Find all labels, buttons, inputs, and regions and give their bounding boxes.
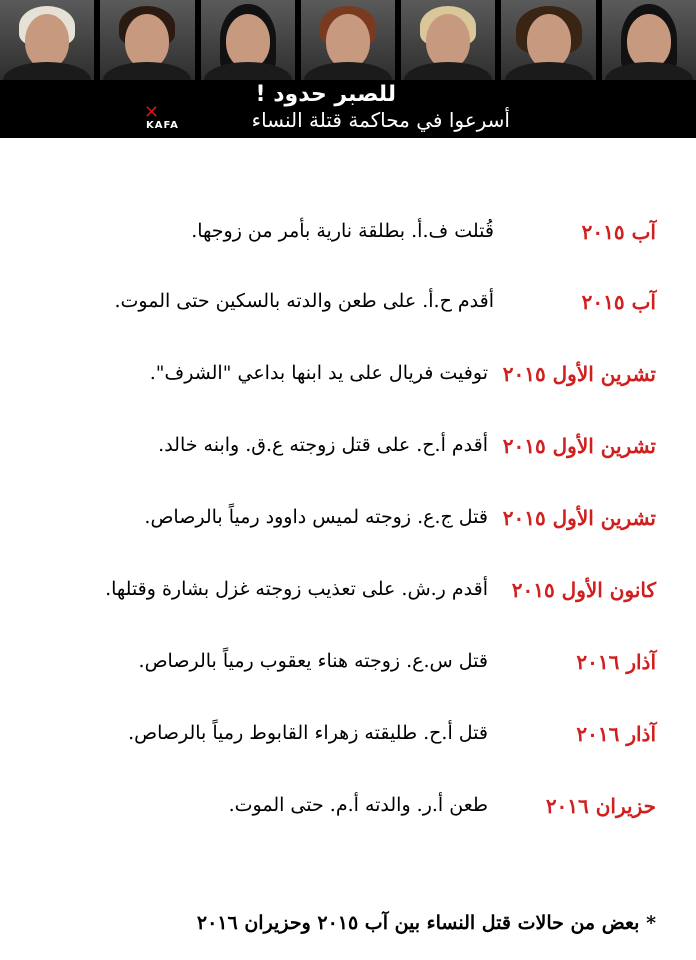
footnote: * بعض من حالات قتل النساء بين آب ٢٠١٥ وحزيران ٢٠١٦	[196, 912, 656, 934]
list-item	[0, 282, 696, 322]
case-date: آب ٢٠١٥	[581, 220, 656, 244]
portrait-photo	[401, 0, 495, 80]
list-item	[0, 426, 696, 466]
case-date: آذار ٢٠١٦	[576, 722, 656, 746]
case-description: طعن أ.ر. والدته أ.م. حتى الموت.	[228, 794, 488, 816]
case-date: تشرين الأول ٢٠١٥	[502, 506, 656, 530]
list-item	[0, 354, 696, 394]
portrait-photo	[301, 0, 395, 80]
portrait-photo	[501, 0, 595, 80]
case-date: تشرين الأول ٢٠١٥	[502, 362, 656, 386]
case-description: قتل أ.ح. طليقته زهراء القابوط رمياً بالرصاص.	[128, 722, 488, 744]
header-banner	[0, 0, 696, 138]
case-date: حزيران ٢٠١٦	[545, 794, 656, 818]
list-item	[0, 570, 696, 610]
case-date: آذار ٢٠١٦	[576, 650, 656, 674]
case-description: أقدم ح.أ. على طعن والدته بالسكين حتى الموت.	[114, 290, 494, 312]
kafa-logo	[142, 104, 186, 134]
list-item	[0, 212, 696, 252]
photo-strip	[0, 0, 696, 80]
case-date: كانون الأول ٢٠١٥	[511, 578, 656, 602]
case-description: توفيت فريال على يد ابنها بداعي "الشرف".	[149, 362, 488, 384]
campaign-subtitle: أسرعوا في محاكمة قتلة النساء	[251, 108, 510, 132]
case-description: قُتلت ف.أ. بطلقة نارية بأمر من زوجها.	[191, 220, 494, 242]
case-date: آب ٢٠١٥	[581, 290, 656, 314]
case-date: تشرين الأول ٢٠١٥	[502, 434, 656, 458]
portrait-photo	[201, 0, 295, 80]
case-description: أقدم أ.ح. على قتل زوجته ع.ق. وابنه خالد.	[158, 434, 488, 456]
portrait-photo	[602, 0, 696, 80]
case-description: أقدم ر.ش. على تعذيب زوجته غزل بشارة وقتلها.	[105, 578, 488, 600]
list-item	[0, 498, 696, 538]
list-item	[0, 642, 696, 682]
logo-text: KAFA	[146, 120, 179, 131]
case-description: قتل س.ع. زوجته هناء يعقوب رمياً بالرصاص.	[138, 650, 488, 672]
list-item	[0, 714, 696, 754]
portrait-photo	[0, 0, 94, 80]
case-description: قتل ج.ع. زوجته لميس داوود رمياً بالرصاص.	[144, 506, 488, 528]
slogan-heading: للصبر حدود !	[255, 82, 396, 107]
list-item	[0, 786, 696, 826]
logo-mark-icon: ✕	[144, 102, 160, 123]
portrait-photo	[100, 0, 194, 80]
